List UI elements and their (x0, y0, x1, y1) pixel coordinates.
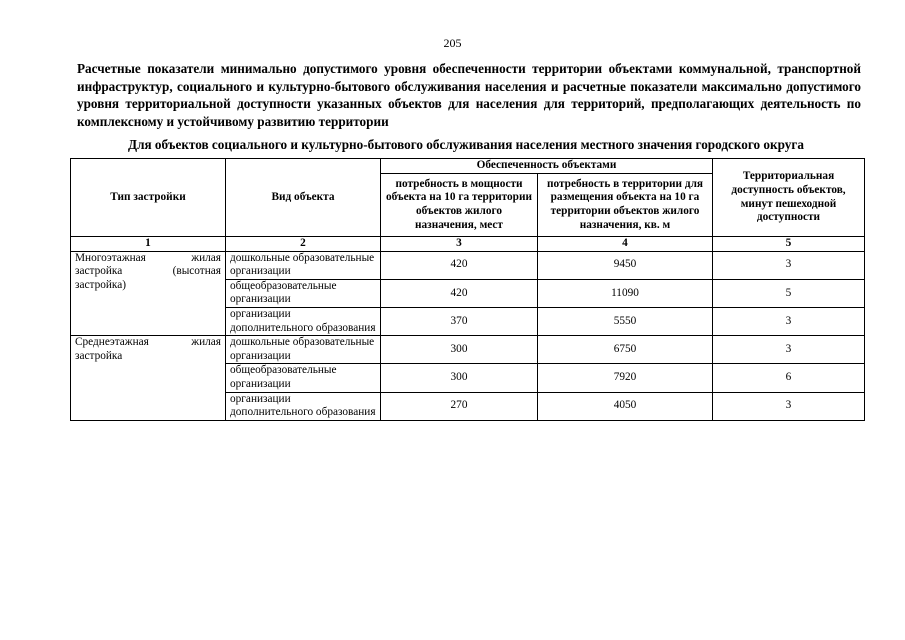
object-kind: организации дополнительного образования (226, 307, 381, 335)
header-capacity: потребность в мощности объекта на 10 га территории объектов жилого назначения, мест (381, 174, 538, 237)
capacity-value: 300 (381, 364, 538, 392)
object-kind: дошкольные образовательные организации (226, 336, 381, 364)
area-value: 7920 (538, 364, 713, 392)
document-title: Расчетные показатели минимально допустимого уровня обеспеченности территории объектами коммунальной, транспортной инфраструктур, социального и культурно-бытового обслуживания населения и расчетные показатели максимально допустимого уровня территориальной доступности указанных объектов для населения для территорий, предполагающих деятельность по комплексному и устойчивому развитию территории (77, 61, 861, 129)
area-value: 4050 (538, 392, 713, 420)
capacity-value: 370 (381, 307, 538, 335)
area-value: 5550 (538, 307, 713, 335)
table-row (71, 251, 865, 279)
capacity-value: 420 (381, 279, 538, 307)
building-type-line: застройка (высотная (75, 265, 221, 278)
object-kind: общеобразовательные организации (226, 364, 381, 392)
access-value: 3 (713, 336, 865, 364)
building-type-line: Среднеэтажная жилая (75, 336, 221, 349)
building-type-line: Многоэтажная жилая (75, 251, 221, 264)
table-subtitle: Для объектов социального и культурно-бытового обслуживания населения местного значения городского округа (128, 137, 804, 152)
area-value: 11090 (538, 279, 713, 307)
object-kind: общеобразовательные организации (226, 279, 381, 307)
header-type: Тип застройки (71, 159, 226, 237)
building-type-line: застройка) (75, 278, 127, 291)
capacity-value: 420 (381, 251, 538, 279)
page-number: 205 (443, 36, 462, 50)
access-value: 3 (713, 307, 865, 335)
access-value: 3 (713, 392, 865, 420)
table-row (71, 336, 865, 364)
norms-table (70, 158, 865, 421)
column-number: 2 (226, 237, 381, 252)
access-value: 6 (713, 364, 865, 392)
building-type-line: застройка (75, 349, 123, 362)
building-type-cell (71, 336, 226, 421)
area-value: 9450 (538, 251, 713, 279)
header-provision: Обеспеченность объектами (381, 159, 713, 174)
building-type-cell (71, 251, 226, 336)
column-number: 4 (538, 237, 713, 252)
area-value: 6750 (538, 336, 713, 364)
access-value: 5 (713, 279, 865, 307)
header-kind: Вид объекта (226, 159, 381, 237)
column-number: 3 (381, 237, 538, 252)
header-access: Территориальная доступность объектов, минут пешеходной доступности (713, 159, 865, 237)
access-value: 3 (713, 251, 865, 279)
column-number: 5 (713, 237, 865, 252)
header-area: потребность в территории для размещения объекта на 10 га территории объектов жилого назначения, кв. м (538, 174, 713, 237)
capacity-value: 300 (381, 336, 538, 364)
column-number: 1 (71, 237, 226, 252)
object-kind: организации дополнительного образования (226, 392, 381, 420)
object-kind: дошкольные образовательные организации (226, 251, 381, 279)
capacity-value: 270 (381, 392, 538, 420)
